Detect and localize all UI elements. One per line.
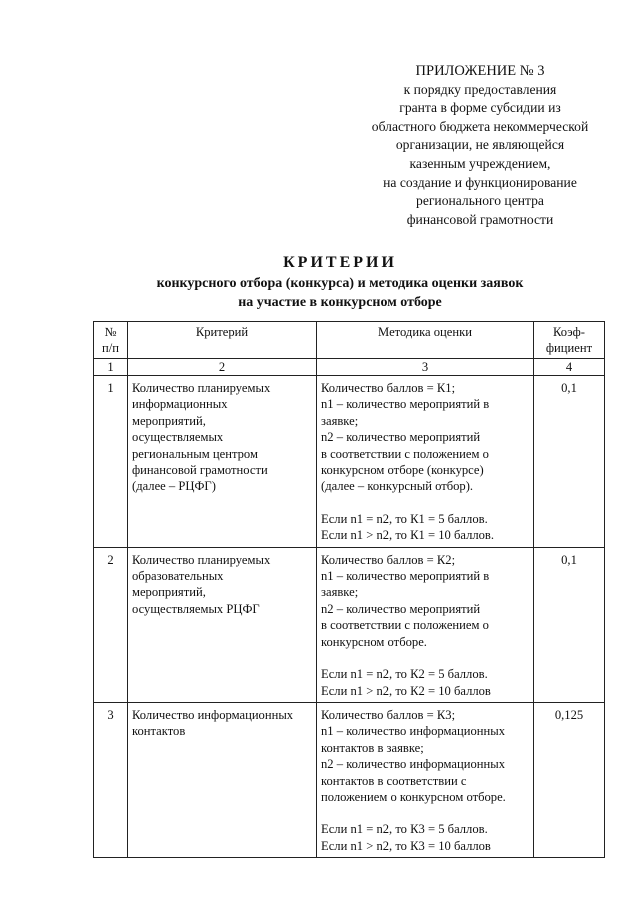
criterion-line: мероприятий, xyxy=(132,413,206,428)
appendix-line: областного бюджета некоммерческой xyxy=(371,118,589,134)
appendix-line: к порядку предоставления xyxy=(403,81,557,97)
criterion-line: мероприятий, xyxy=(132,585,206,600)
method-line: Если n1 > n2, то К1 = 10 баллов. xyxy=(321,528,495,543)
method-line: Если n1 > n2, то К3 = 10 баллов xyxy=(321,838,491,853)
row-number: 1 xyxy=(94,376,128,548)
row-number: 3 xyxy=(94,702,128,857)
criterion-cell xyxy=(128,547,317,702)
criterion-line: Количество информационных xyxy=(132,707,294,722)
appendix-line: регионального центра xyxy=(416,193,544,209)
heading-subtitle-line: конкурсного отбора (конкурса) и методика оценки заявок xyxy=(156,276,524,291)
header-num xyxy=(94,322,128,359)
method-spacer xyxy=(321,805,529,821)
method-line: в соответствии с положением о xyxy=(321,446,489,461)
method-cell xyxy=(317,376,534,548)
coefficient-cell: 0,125 xyxy=(534,702,605,857)
method-line: Если n1 = n2, то К2 = 5 баллов. xyxy=(321,667,488,682)
method-spacer xyxy=(321,495,529,511)
appendix-line: на создание и функционирование xyxy=(383,174,577,190)
criterion-line: финансовой грамотности xyxy=(132,463,268,478)
table-row xyxy=(94,376,605,548)
method-line: n2 – количество информационных xyxy=(321,757,505,772)
method-line: n1 – количество мероприятий в xyxy=(321,397,490,412)
method-spacer xyxy=(321,650,529,666)
column-number: 3 xyxy=(317,359,534,376)
method-cell xyxy=(317,547,534,702)
method-line: контактов в соответствии с xyxy=(321,773,467,788)
row-number: 2 xyxy=(94,547,128,702)
column-number: 1 xyxy=(94,359,128,376)
appendix-line: финансовой грамотности xyxy=(406,211,554,227)
method-line: Количество баллов = К1; xyxy=(321,381,456,395)
method-line: конкурсном отборе (конкурсе) xyxy=(321,463,484,478)
header-coef xyxy=(534,322,605,359)
table-row xyxy=(94,702,605,857)
method-line: n2 – количество мероприятий xyxy=(321,430,481,445)
header-coef-line: фициент xyxy=(545,341,593,356)
method-line: n2 – количество мероприятий xyxy=(321,601,481,616)
criterion-line: (далее – РЦФГ) xyxy=(132,479,216,494)
header-num-line: № xyxy=(104,325,117,339)
method-line: n1 – количество мероприятий в xyxy=(321,569,490,584)
header-method: Методика оценки xyxy=(317,322,534,359)
appendix-line: казенным учреждением, xyxy=(409,155,551,171)
header-num-line: п/п xyxy=(102,341,119,356)
table-header-row xyxy=(94,322,605,359)
method-line: n1 – количество информационных xyxy=(321,724,505,739)
column-number: 2 xyxy=(128,359,317,376)
appendix-line: организации, не являющейся xyxy=(395,137,565,153)
heading-title: КРИТЕРИИ xyxy=(283,254,397,271)
criterion-line: информационных xyxy=(132,397,228,412)
method-line: Количество баллов = К2; xyxy=(321,552,456,567)
criterion-line: осуществляемых xyxy=(132,430,224,445)
coefficient-cell: 0,1 xyxy=(534,376,605,548)
coefficient-cell: 0,1 xyxy=(534,547,605,702)
method-line: положением о конкурсном отборе. xyxy=(321,789,506,804)
method-line: Количество баллов = К3; xyxy=(321,707,456,722)
criterion-line: образовательных xyxy=(132,569,224,584)
criterion-cell xyxy=(128,702,317,857)
heading-subtitle-line: на участие в конкурсном отборе xyxy=(238,295,442,310)
header-coef-line: Коэф- xyxy=(553,325,585,339)
method-line: (далее – конкурсный отбор). xyxy=(321,479,474,494)
method-line: Если n1 = n2, то К1 = 5 баллов. xyxy=(321,511,488,526)
method-line: Если n1 > n2, то К2 = 10 баллов xyxy=(321,683,491,698)
criterion-cell xyxy=(128,376,317,548)
criterion-line: Количество планируемых xyxy=(132,381,271,395)
method-line: в соответствии с положением о xyxy=(321,618,489,633)
criterion-line: контактов xyxy=(132,724,186,739)
method-line: конкурсном отборе. xyxy=(321,634,427,649)
method-line: Если n1 = n2, то К3 = 5 баллов. xyxy=(321,822,488,837)
column-number: 4 xyxy=(534,359,605,376)
header-criterion: Критерий xyxy=(128,322,317,359)
table-row xyxy=(94,547,605,702)
criterion-line: осуществляемых РЦФГ xyxy=(132,601,260,616)
appendix-title: ПРИЛОЖЕНИЕ № 3 xyxy=(415,63,545,79)
criterion-line: региональным центром xyxy=(132,446,258,461)
method-cell xyxy=(317,702,534,857)
appendix-line: гранта в форме субсидии из xyxy=(399,100,561,116)
method-line: заявке; xyxy=(321,585,359,600)
criteria-table xyxy=(93,321,605,858)
table-body xyxy=(94,376,605,858)
method-line: контактов в заявке; xyxy=(321,740,424,755)
appendix-block xyxy=(355,62,605,229)
criterion-line: Количество планируемых xyxy=(132,552,271,567)
column-number-row xyxy=(94,359,605,376)
document-heading xyxy=(60,252,620,312)
method-line: заявке; xyxy=(321,413,359,428)
